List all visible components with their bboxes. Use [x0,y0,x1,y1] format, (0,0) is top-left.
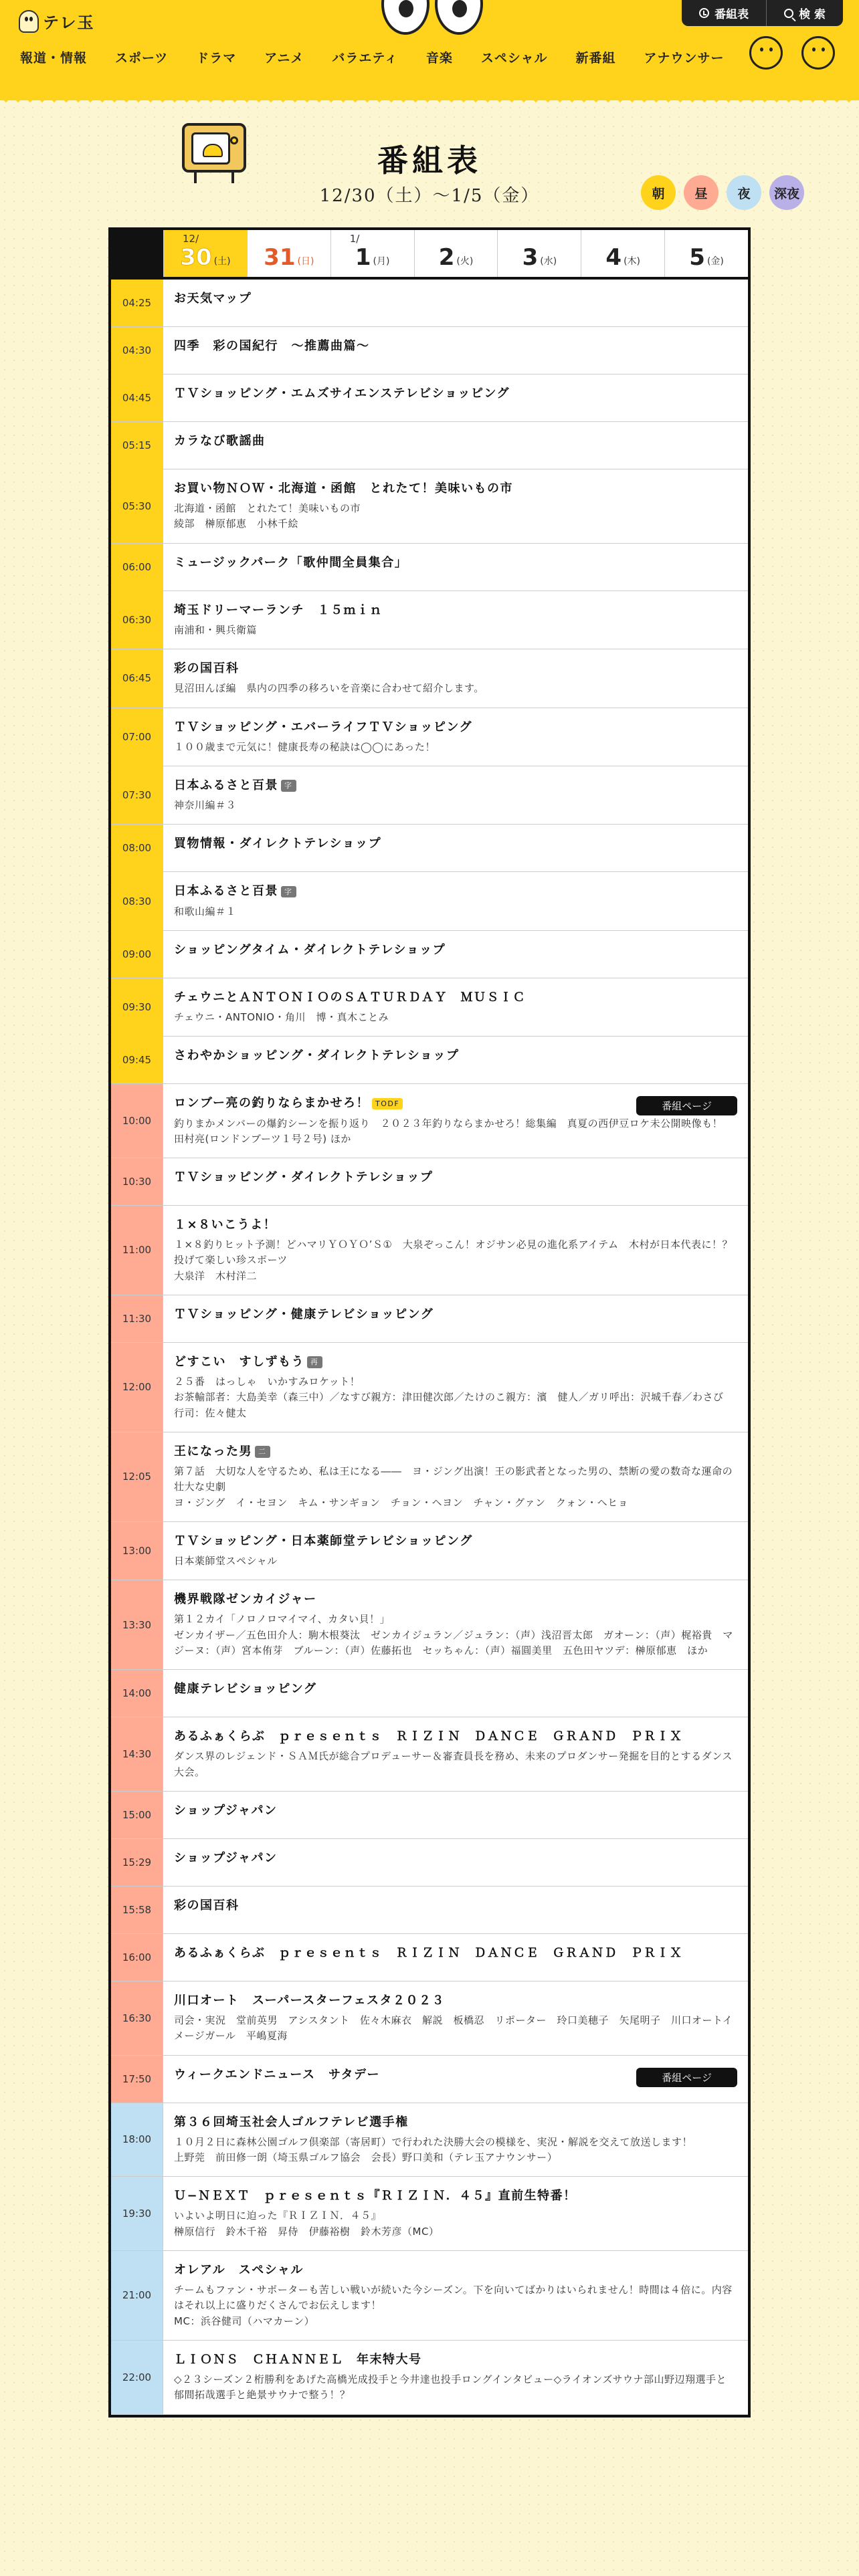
program-description: ２５番 はっしゃ いかすみロケット！ [174,1376,361,1388]
program-row [111,1522,748,1580]
program-title[interactable] [174,719,739,736]
program-row [111,1037,748,1084]
program-time: 12:05 [111,1432,163,1521]
program-title-text: さわやかショッピング・ダイレクトテレショップ [174,1049,460,1063]
program-cell[interactable] [163,2177,748,2250]
program-title-text: 四季 彩の国紀行 ～推薦曲篇～ [174,339,370,353]
program-time: 19:30 [111,2177,163,2250]
program-row [111,1717,748,1792]
program-time: 21:00 [111,2251,163,2340]
site-logo[interactable] [19,9,95,33]
program-row [111,1839,748,1887]
program-title-text: ＬＩＯＮＳ ＣＨＡＮＮＥＬ 年末特大号 [174,2352,422,2367]
program-cell[interactable] [163,1934,748,1981]
period-button-3[interactable]: 深夜 [769,175,804,210]
program-cast: MC：浜谷健司（ハマカーン） [174,2315,315,2327]
program-cell[interactable] [163,1432,748,1521]
program-title[interactable] [174,1992,739,2009]
day-tab-4[interactable] [581,230,664,277]
program-cell[interactable] [163,1670,748,1717]
program-time: 04:45 [111,374,163,421]
program-cell[interactable] [163,1717,748,1791]
program-row [111,825,748,872]
program-cast: 日本薬師堂スペシャル [174,1555,278,1567]
day-tab-number: 3 [522,244,539,271]
program-title-text: 買物情報・ダイレクトテレショップ [174,837,382,851]
program-row [111,2251,748,2341]
program-time: 12:00 [111,1343,163,1432]
program-time: 09:00 [111,931,163,978]
day-tab-number: 30 [180,244,212,271]
program-cell[interactable] [163,1981,748,2055]
program-cast: 上野莞 前田修一朗（埼玉県ゴルフ協会 会長）野口美和（テレ玉アナウンサー） [174,2151,558,2163]
period-button-0[interactable]: 朝 [641,175,676,210]
program-time: 13:00 [111,1522,163,1580]
program-row [111,766,748,825]
nav-item-variety[interactable]: バラエティ [332,51,398,66]
day-tab-weekday: (月) [373,256,390,267]
program-title-text: ＴＶショッピング・日本薬師堂テレビショッピング [174,1533,473,1548]
program-description: 第１２カイ「ノロノロマイマイ、カタい貝！」 [174,1613,391,1626]
day-tab-weekday: (金) [706,256,724,267]
program-title[interactable] [174,554,739,571]
program-title[interactable] [174,1169,739,1186]
program-title[interactable] [174,338,739,354]
program-time: 09:45 [111,1037,163,1083]
program-row [111,2341,748,2415]
program-title[interactable] [174,2187,739,2204]
program-cell[interactable] [163,327,748,374]
nav-item-announcers[interactable]: アナウンサー [644,51,725,66]
program-title-text: 王になった男 [174,1444,252,1459]
program-title[interactable] [174,1681,739,1697]
program-description: １０月２日に森林公園ゴルフ倶楽部（寄居町）で行われた決勝大会の模様を、実況・解説を交えて放送します！ [174,2135,693,2148]
program-title[interactable] [174,883,739,899]
program-cast: 南浦和・興兵衛篇 [174,623,258,636]
program-title-text: ショップジャパン [174,1850,278,1865]
program-description: 第７話 大切な人を守るため、私は王になる―― ヨ・ジング出演！王の影武者となった男の、禁断の愛の数奇な運命の壮大な史劇 [174,1465,733,1493]
program-time: 17:50 [111,2056,163,2103]
program-title[interactable] [174,602,739,619]
program-time: 16:00 [111,1934,163,1981]
nav-item-special[interactable]: スペシャル [480,51,548,66]
program-title[interactable] [174,433,739,449]
program-description: 釣りまかメンバーの爆釣シーンを振り返り ２０２３年釣りならまかせろ！総集編 真夏の西伊豆ロケ未公開映像も！ [174,1117,723,1130]
program-title-text: あるふぁくらぶ ｐｒｅｓｅｎｔｓ ＲＩＺＩＮ ＤＡＮＣＥ ＧＲＡＮＤ ＰＲＩＸ [174,1729,683,1744]
program-time: 15:29 [111,1839,163,1886]
day-tab-3[interactable] [497,230,581,277]
program-title-text: 日本ふるさと百景 [174,884,278,899]
program-title[interactable] [174,1354,739,1370]
program-cell[interactable] [163,1522,748,1580]
header-badges [749,36,835,70]
search-button-label: 検 索 [799,8,826,21]
program-time: 08:30 [111,872,163,930]
left-eye-icon [381,0,430,35]
program-title-text: 川口オート スーパースターフェスタ２０２３ [174,1993,445,2008]
program-cell[interactable] [163,708,748,766]
program-row [111,1934,748,1981]
program-title-text: １×８いこうよ！ [174,1218,277,1232]
program-cell[interactable] [163,1295,748,1342]
program-cast: 綾部 榊原郁恵 小林千絵 [174,518,299,530]
nav-item-new-programs[interactable]: 新番組 [575,51,616,66]
program-row [111,544,748,591]
program-title-text: ミュージックパーク「歌仲間全員集合」 [174,555,408,570]
program-title[interactable] [174,1802,739,1819]
program-cell[interactable] [163,1580,748,1669]
program-title[interactable] [174,1850,739,1866]
day-tab-30[interactable] [163,230,247,277]
program-time: 05:30 [111,469,163,543]
program-title-text: お買い物ＮＯＷ・北海道・函館 とれたて！美味いもの市 [174,481,513,496]
program-cast: 榊原信行 鈴木千裕 昇侍 伊藤裕樹 鈴木芳彦（MC） [174,2225,440,2238]
program-cast: チェウニ・ANTONIO・角川 博・真木ことみ [174,1011,389,1024]
program-tag-badge: 再 [307,1356,322,1368]
program-title[interactable] [174,1306,739,1323]
program-title-text: カラなび歌謡曲 [174,434,266,448]
schedule-table [108,227,751,2418]
program-title[interactable] [174,385,739,402]
period-button-1[interactable]: 昼 [684,175,719,210]
teletama-kun-badge[interactable] [749,36,783,70]
logo-text: テレ玉 [43,13,95,32]
program-time: 18:00 [111,2103,163,2177]
day-tab-weekday: (木) [624,256,641,267]
day-tab-number: 31 [264,244,296,271]
program-cell[interactable] [163,649,748,707]
program-title[interactable] [174,777,739,794]
program-cell[interactable] [163,1037,748,1083]
program-title[interactable] [174,989,739,1006]
program-row [111,1295,748,1343]
program-row [111,469,748,544]
program-time: 11:30 [111,1295,163,1342]
program-title-text: お天気マップ [174,292,252,306]
main-nav [20,48,807,66]
program-row [111,1981,748,2056]
day-tabs-corner [111,230,163,277]
program-cell[interactable] [163,766,748,824]
program-row [111,374,748,422]
program-row [111,422,748,469]
program-time: 05:15 [111,422,163,469]
program-cast: 大泉洋 木村洋二 [174,1269,258,1282]
day-tab-weekday: (土) [213,256,231,267]
program-row [111,1792,748,1839]
schedule-button[interactable] [682,0,766,26]
program-time: 04:30 [111,327,163,374]
nav-item-sports[interactable]: スポーツ [115,51,169,66]
program-row [111,1084,748,1158]
program-time: 07:00 [111,708,163,766]
program-row [111,1670,748,1717]
program-row [111,1206,748,1295]
program-description: 北海道・函館 とれたて！美味いもの市 [174,502,361,515]
day-tab-weekday: (日) [297,256,314,267]
program-cell[interactable] [163,2341,748,2414]
period-buttons [641,175,804,210]
day-tab-number: 5 [689,244,705,271]
program-cell[interactable] [163,1792,748,1838]
program-title[interactable] [174,480,739,497]
program-time: 15:58 [111,1887,163,1933]
program-tag-badge: 二 [255,1446,270,1457]
program-time: 06:00 [111,544,163,591]
program-cast: ヨ・ジング イ・セヨン キム・サンギョン チョン・ヘヨン チャン・グァン クォン・ヘヒョ [174,1496,629,1509]
program-cell[interactable] [163,422,748,469]
program-cell[interactable] [163,2251,748,2340]
program-tag-badge: 字 [281,780,296,791]
program-cell[interactable] [163,931,748,978]
program-cell[interactable] [163,1158,748,1205]
program-title[interactable] [174,942,739,958]
program-cast: 司会・実況 堂前英男 アシスタント 佐々木麻衣 解説 板橋忍 リポーター 玲口美穂子 矢尾明子 川口オートイメージガール 平嶋夏海 [174,2014,733,2042]
program-page-button[interactable]: 番組ページ [636,2068,737,2087]
program-time: 15:00 [111,1792,163,1838]
page-title: 番組表 [377,142,482,179]
program-row [111,1580,748,1670]
program-title-text: ロンブー亮の釣りならまかせろ！ [174,1096,369,1111]
nav-item-news[interactable]: 報道・情報 [20,51,88,66]
program-row [111,872,748,930]
program-cell[interactable] [163,2056,748,2103]
program-row [111,1343,748,1432]
program-cast: 神奈川編＃３ [174,799,237,812]
program-time: 07:30 [111,766,163,824]
site-header [0,0,859,100]
program-cell[interactable] [163,1839,748,1886]
day-tab-1[interactable] [330,230,414,277]
program-row [111,1158,748,1206]
program-title[interactable] [174,660,739,677]
program-title-text: 機界戦隊ゼンカイジャー [174,1592,317,1607]
program-cell[interactable] [163,544,748,591]
program-title[interactable] [174,2351,739,2368]
program-title-text: ショッピングタイム・ダイレクトテレショップ [174,942,446,957]
program-row [111,2177,748,2251]
program-cell[interactable] [163,469,748,543]
schedule-button-label: 番組表 [714,8,749,21]
program-tag-badge: TODF [372,1098,403,1109]
program-list [111,280,748,2415]
day-tab-month: 12/ [183,233,199,245]
program-cell[interactable] [163,1887,748,1933]
program-time: 06:30 [111,591,163,649]
title-area [55,114,804,227]
program-description: １００歳まで元気に！健康長寿の秘訣は◯◯にあった！ [174,740,436,753]
program-title-text: 彩の国百科 [174,661,240,676]
program-title-text: 埼玉ドリーマーランチ １５ｍｉｎ [174,603,383,617]
program-title-text: ウィークエンドニュース サタデー [174,2067,381,2082]
day-tab-number: 2 [438,244,455,271]
program-time: 22:00 [111,2341,163,2414]
program-title[interactable] [174,2114,739,2131]
program-time: 06:45 [111,649,163,707]
nav-item-anime[interactable]: アニメ [264,51,304,66]
program-description: チームもファン・サポーターも苦しい戦いが続いた今シーズン。下を向いてばかりはいられません！時間は４倍に。内容はそれ以上に盛りだくさんでお伝えします！ [174,2284,733,2312]
program-title[interactable] [174,1533,739,1549]
program-time: 16:30 [111,1981,163,2055]
date-range: 12/30（土）～1/5（金） [319,186,540,206]
program-time: 04:25 [111,280,163,326]
program-time: 10:30 [111,1158,163,1205]
program-row [111,1887,748,1934]
program-title-text: ＴＶショッピング・エバーライフＴＶショッピング [174,720,472,734]
program-title-text: Ｕ−ＮＥＸＴ ｐｒｅｓｅｎｔｓ『ＲＩＺＩＮ．４５』直前生特番！ [174,2189,577,2204]
program-title-text: どすこい すしずもう [174,1354,304,1369]
top-utility-bar [682,0,843,26]
clock-icon [699,8,709,18]
program-title[interactable] [174,1443,739,1460]
program-cell[interactable] [163,872,748,930]
program-title[interactable] [174,1591,739,1608]
program-time: 14:30 [111,1717,163,1791]
program-row [111,2056,748,2103]
program-time: 13:30 [111,1580,163,1669]
program-row [111,931,748,978]
mascot-icon [19,10,39,33]
program-title[interactable] [174,1897,739,1914]
program-time: 11:00 [111,1206,163,1295]
program-title-text: ＴＶショッピング・ダイレクトテレショップ [174,1170,434,1184]
program-title-text: あるふぁくらぶ ｐｒｅｓｅｎｔｓ ＲＩＺＩＮ ＤＡＮＣＥ ＧＲＡＮＤ ＰＲＩＸ [174,1945,683,1960]
search-icon [784,9,793,18]
program-tag-badge: 字 [281,886,296,897]
program-cell[interactable] [163,1206,748,1295]
program-title-text: 日本ふるさと百景 [174,778,278,792]
program-cell[interactable] [163,374,748,421]
right-eye-icon [435,0,483,35]
program-cast: ゼンカイザー／五色田介人：駒木根葵汰 ゼンカイジュラン／ジュラン：（声）浅沼晋太郎 ガオーン：（声）梶裕貴 マジーヌ：（声）宮本侑芽 ブルーン：（声）佐藤拓也 セッちゃん：（声）福圓美里 五色田ヤツデ：榊原郁恵 ほか [174,1628,733,1656]
program-cell[interactable] [163,591,748,649]
program-row [111,708,748,766]
program-cast: お茶輸部者：大島美幸（森三中）／なすび親方：津田健次郎／たけのこ親方：濱 健人／ガリ呼出：沢城千春／わさび行司：佐々健太 [174,1391,724,1419]
day-tab-31[interactable] [247,230,330,277]
program-time: 10:00 [111,1084,163,1158]
program-description: １×８釣りヒット予測！どハマリＹＯＹＯ’Ｓ① 大泉ぞっこん！オジサン必見の進化系アイテム 木村が日本代表に！？投げて楽しい珍スポーツ [174,1239,733,1267]
program-title[interactable] [174,2262,739,2278]
program-title[interactable] [174,1047,739,1064]
program-row [111,978,748,1037]
day-tabs [111,230,748,280]
program-row [111,649,748,708]
nav-item-music[interactable]: 音楽 [425,51,453,66]
mascot-eyes-icon [381,0,483,35]
program-row [111,1432,748,1522]
nav-item-drama[interactable]: ドラマ [196,51,237,66]
program-title[interactable] [174,1945,739,1961]
period-button-2[interactable]: 夜 [727,175,761,210]
program-cast: 田村亮(ロンドンブーツ１号２号) ほか [174,1132,351,1145]
program-title-text: ショップジャパン [174,1803,278,1818]
program-title-text: オレアル スペシャル [174,2262,304,2277]
mascot-badge[interactable] [801,36,835,70]
program-row [111,591,748,649]
day-tab-2[interactable] [414,230,498,277]
program-title[interactable] [174,290,739,307]
program-description: 見沼田んぼ編 県内の四季の移ろいを音楽に合わせて紹介します。 [174,682,484,695]
program-time: 14:00 [111,1670,163,1717]
day-tab-month: 1/ [349,233,360,245]
program-cell[interactable] [163,1343,748,1432]
program-title-text: 彩の国百科 [174,1898,240,1913]
program-page-button[interactable]: 番組ページ [636,1096,737,1115]
program-title[interactable] [174,1728,739,1745]
program-cell[interactable] [163,978,748,1036]
program-description: いよいよ明日に迫った『ＲＩＺＩＮ．４５』 [174,2210,382,2222]
program-row [111,327,748,374]
search-button[interactable] [766,0,843,26]
program-cell[interactable] [163,2103,748,2177]
program-row [111,280,748,327]
program-time: 08:00 [111,825,163,871]
program-title-text: ＴＶショッピング・エムズサイエンステレビショッピング [174,387,510,401]
program-time: 09:30 [111,978,163,1036]
day-tab-weekday: (火) [456,256,474,267]
day-tab-weekday: (水) [540,256,557,267]
day-tab-number: 4 [605,244,622,271]
program-title[interactable] [174,1216,739,1233]
program-title-text: 健康テレビショッピング [174,1682,317,1697]
program-cell[interactable] [163,280,748,326]
program-title-text: ＴＶショッピング・健康テレビショッピング [174,1307,434,1321]
program-cell[interactable] [163,825,748,871]
program-title[interactable] [174,835,739,852]
day-tab-number: 1 [355,244,371,271]
program-row [111,2103,748,2177]
program-cast: 和歌山編＃１ [174,905,237,918]
program-title-text: 第３６回埼玉社会人ゴルフテレビ選手権 [174,2115,409,2129]
program-description: ◇２３シーズン２桁勝利をあげた高橋光成投手と今井達也投手ロングインタビュー◇ライオンズサウナ部山野辺翔選手と郁間拓哉選手と絶景サウナで整う！？ [174,2373,727,2401]
program-description: ダンス界のレジェンド・ＳＡＭ氏が総合プロデューサー＆審査員長を務め、未来のプロダンサー発掘を目的とするダンス大会。 [174,1750,733,1778]
program-title-text: チェウニとＡＮＴＯＮＩＯのＳＡＴＵＲＤＡＹ ＭＵＳＩＣ [174,990,526,1004]
day-tab-5[interactable] [664,230,748,277]
program-cell[interactable] [163,1084,748,1158]
